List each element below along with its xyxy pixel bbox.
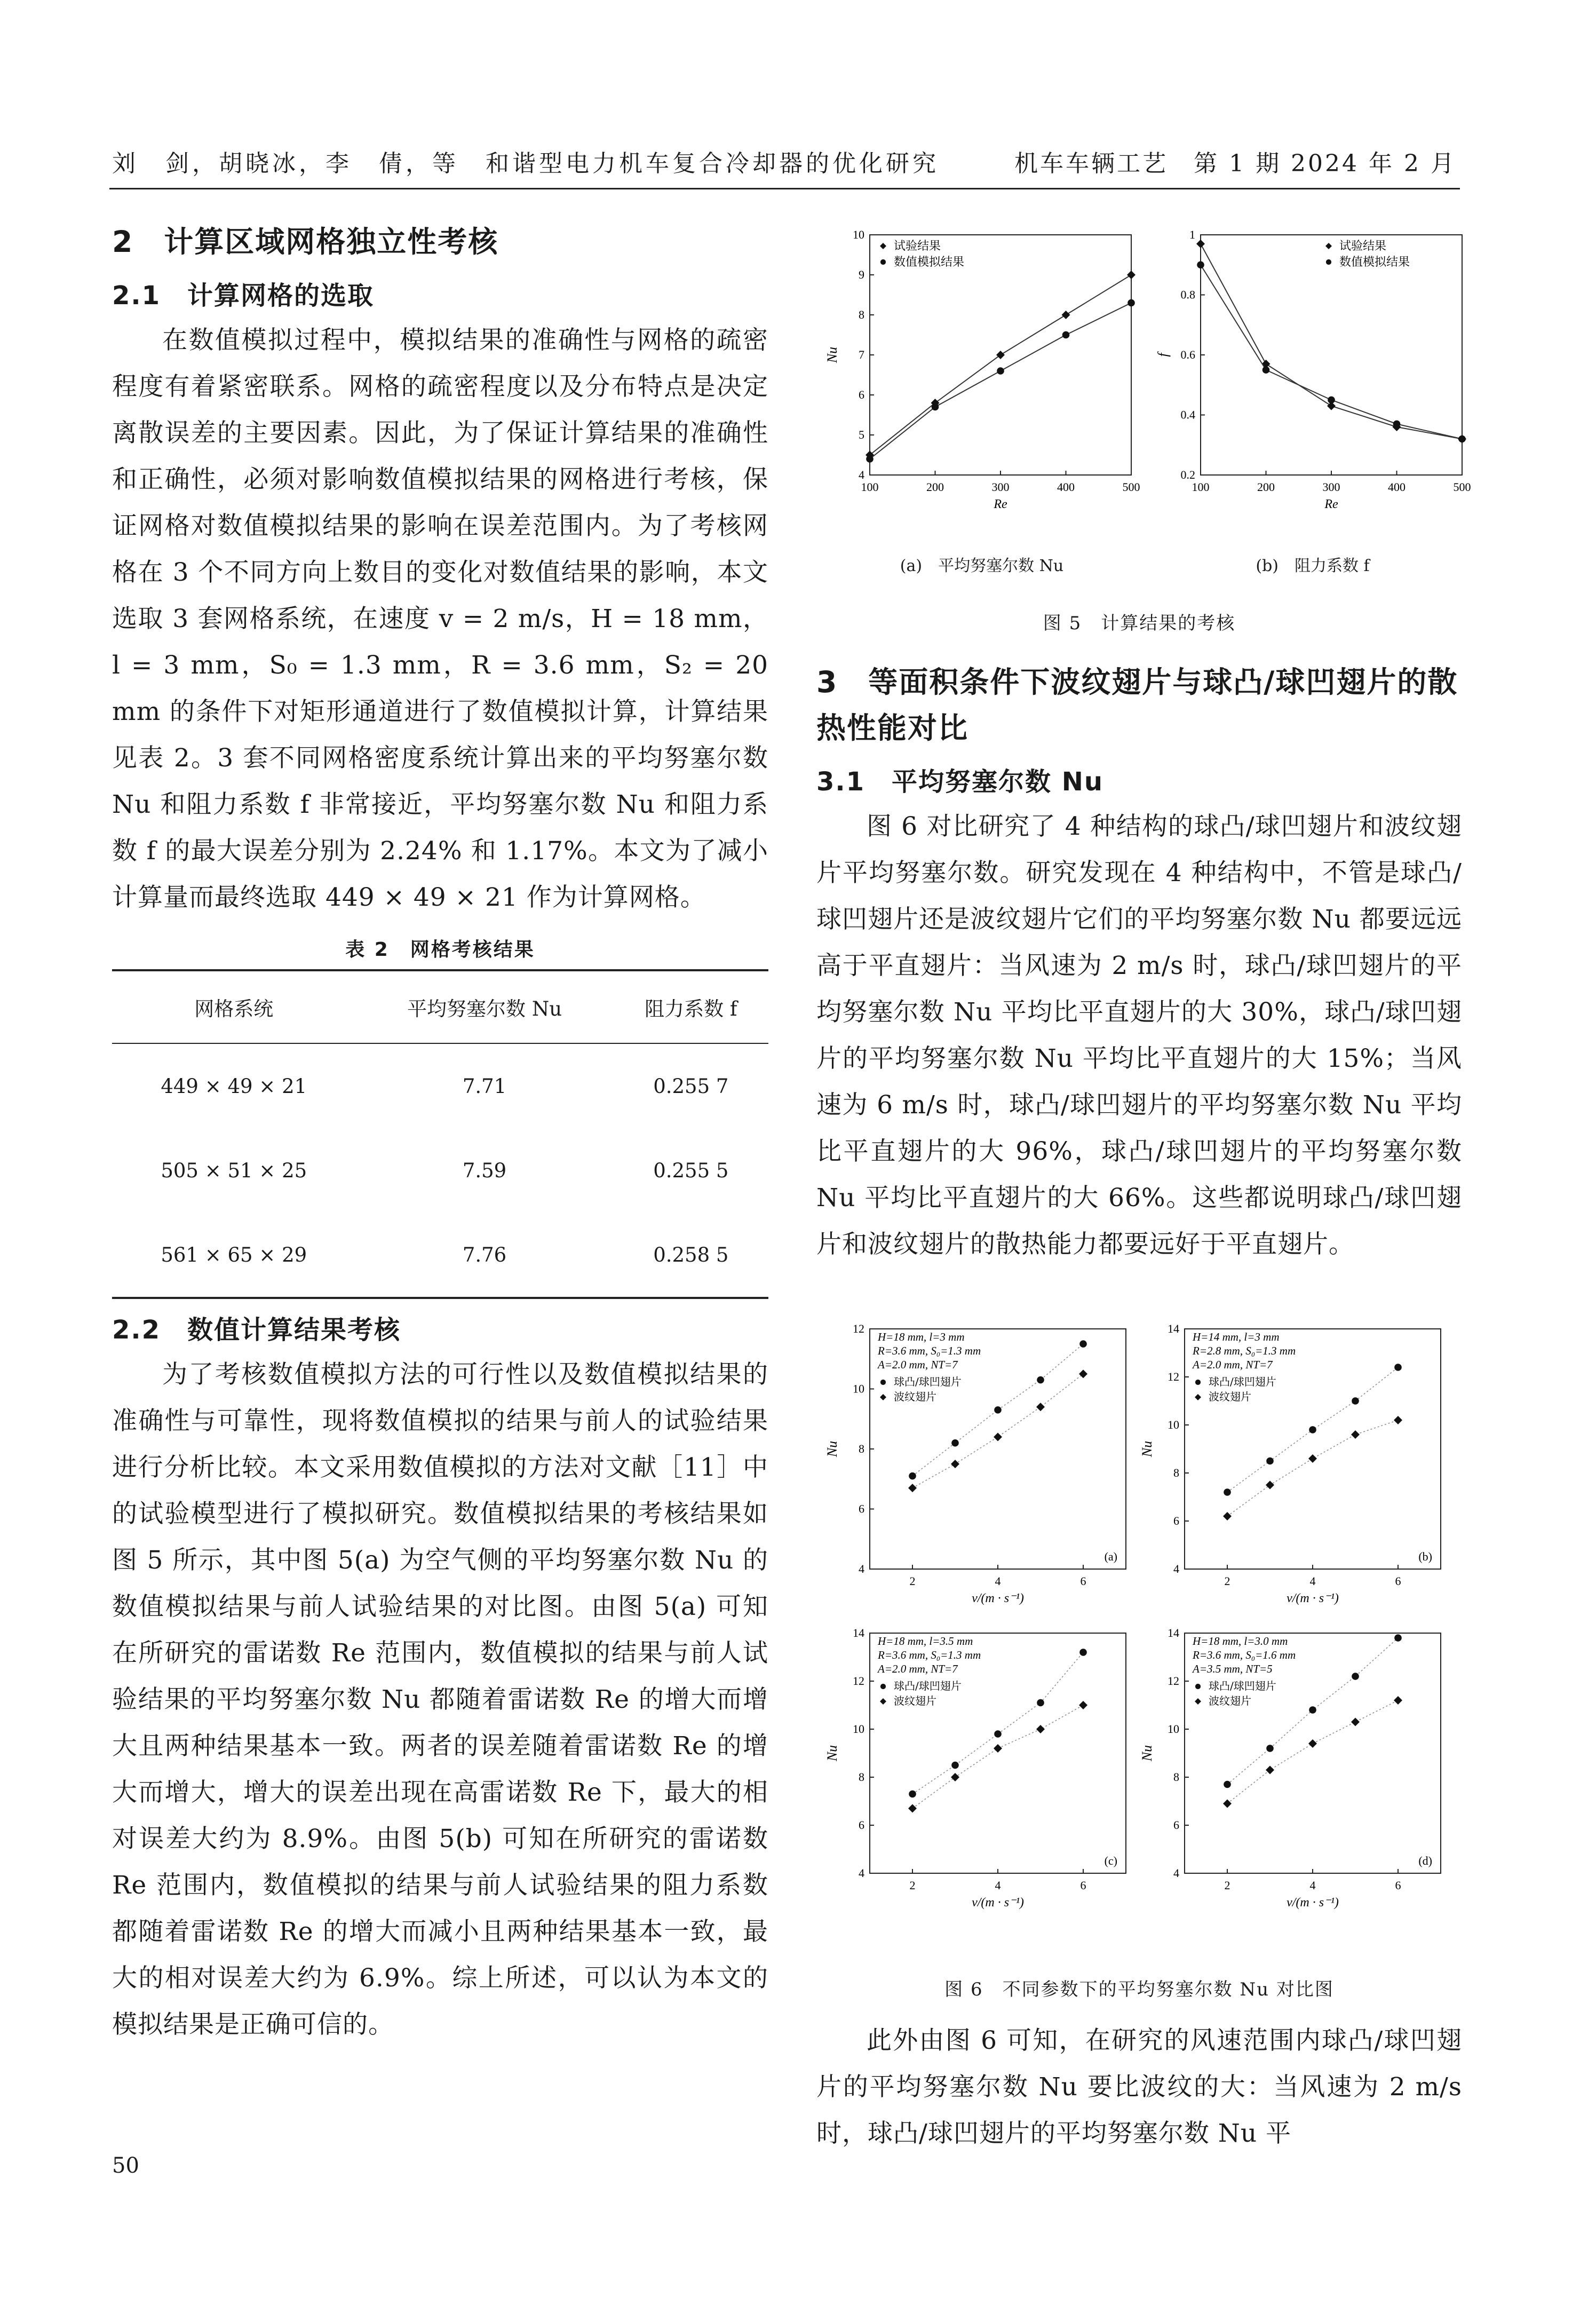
series-line-1 <box>1201 265 1462 439</box>
series-line-1 <box>912 1374 1083 1488</box>
legend-label: 波纹翅片 <box>1209 1694 1251 1707</box>
data-point-circle <box>1197 261 1204 268</box>
data-point-circle <box>1266 1745 1274 1752</box>
data-point-diamond <box>1036 1725 1045 1733</box>
figure-6c-chart <box>822 1622 1137 1921</box>
left-column <box>112 213 768 2048</box>
y-tick-label: 9 <box>859 268 864 281</box>
section-2-2-paragraph: 为了考核数值模拟方法的可行性以及数值模拟结果的准确性与可靠性，现将数值模拟的结果与前人的试验结果进行分析比较。本文采用数值模拟的方法对文献［11］中的试验模型进行了模拟研究。数值模拟结果的考核结果如图 5 所示，其中图 5(a) 为空气侧的平均努塞尔数 Nu 的数值模拟结果与前人试验结果的对比图。由图 5(a) 可知在所研究的雷诺数 Re 范围内，数值模拟的结果与前人试验结果的平均努塞尔数 Nu 都随着雷诺数 Re 的增大而增大且两种结果基本一致。两者的误差随着雷诺数 Re 的增大而增大，增大的误差出现在高雷诺数 Re 下，最大的相对误差大约为 8.9%。由图 5(b) 可知在所研究的雷诺数 Re 范围内，数值模拟的结果与前人试验结果的阻力系数都随着雷诺数 Re 的增大而减小且两种结果基本一致，最大的相对误差大约为 6.9%。综上所述，可以认为本文的模拟结果是正确可信的。 <box>112 1360 769 2039</box>
table-cell: 7.76 <box>355 1213 613 1298</box>
x-axis-label: v/(m · s⁻¹) <box>1287 1591 1339 1605</box>
y-tick-label: 10 <box>1168 1722 1179 1736</box>
x-tick-label: 200 <box>926 480 944 494</box>
legend-marker <box>1195 1684 1201 1689</box>
legend-label: 试验结果 <box>1339 240 1387 253</box>
data-point-circle <box>909 1791 916 1798</box>
section-2-title: 2 计算区域网格独立性考核 <box>112 225 499 259</box>
section-3-1-paragraph-2: 此外由图 6 可知，在研究的风速范围内球凸/球凹翅片的平均努塞尔数 Nu 要比波纹的大：当风速为 2 m/s 时，球凸/球凹翅片的平均努塞尔数 Nu 平 <box>816 2026 1462 2148</box>
figure-5a-chart <box>822 224 1142 523</box>
data-point-diamond <box>1308 1739 1317 1748</box>
panel-tag: (b) <box>1418 1550 1432 1563</box>
data-point-circle <box>951 1762 959 1769</box>
section-2-1-title: 2.1 计算网格的选取 <box>112 281 375 311</box>
legend-label: 球凸/球凹翅片 <box>894 1375 962 1388</box>
data-point-circle <box>1037 1376 1044 1384</box>
section-3-1-paragraph: 图 6 对比研究了 4 种结构的球凸/球凹翅片和波纹翅片平均努塞尔数。研究发现在 4 种结构中，不管是球凸/球凹翅片还是波纹翅片它们的平均努塞尔数 Nu 都要远远高于平直翅片：当风速为 2 m/s 时，球凸/球凹翅片的平均努塞尔数 Nu 平均比平直翅片的大 30%，球凸/球凹翅片的平均努塞尔数 Nu 平均比平直翅片的大 15%；当风速为 6 m/s 时，球凸/球凹翅片的平均努塞尔数 Nu 平均比平直翅片的大 96%，球凸/球凹翅片的平均努塞尔数 Nu 平均比平直翅片的大 66%。这些都说明球凸/球凹翅片和波纹翅片的散热能力都要远好于平直翅片。 <box>816 812 1462 1259</box>
x-tick-label: 500 <box>1122 480 1140 494</box>
legend-marker <box>1325 243 1332 249</box>
table-row <box>112 1043 768 1128</box>
legend-label: 试验结果 <box>894 240 941 253</box>
y-tick-label: 8 <box>859 308 864 321</box>
data-point-circle <box>866 455 874 463</box>
y-tick-label: 6 <box>859 1818 864 1832</box>
data-point-diamond <box>1036 1403 1045 1411</box>
data-point-circle <box>994 1406 1002 1414</box>
y-tick-label: 8 <box>859 1770 864 1784</box>
data-point-diamond <box>1223 1800 1232 1808</box>
x-tick-label: 200 <box>1257 480 1275 494</box>
data-point-circle <box>1127 299 1135 307</box>
header-rule <box>109 188 1460 189</box>
legend-marker <box>880 259 886 265</box>
panel-tag: (a) <box>1104 1550 1117 1563</box>
panel-tag: (c) <box>1104 1854 1117 1867</box>
x-tick-label: 300 <box>1322 480 1340 494</box>
parameter-label: H=18 mm, l=3 mm <box>878 1330 965 1343</box>
x-tick-label: 6 <box>1080 1879 1086 1892</box>
section-2-1-paragraph: 在数值模拟过程中，模拟结果的准确性与网格的疏密程度有着紧密联系。网格的疏密程度以及分布特点是决定离散误差的主要因素。因此，为了保证计算结果的准确性和正确性，必须对影响数值模拟结果的网格进行考核，保证网格对数值模拟结果的影响在误差范围内。为了考核网格在 3 个不同方向上数目的变化对数值结果的影响，本文选取 3 套网格系统，在速度 v = 2 m/s，H = 18 mm，l = 3 mm，S₀ = 1.3 mm，R = 3.6 mm，S₂ = 20 mm 的条件下对矩形通道进行了数值模拟计算，计算结果见表 2。3 套不同网格密度系统计算出来的平均努塞尔数 Nu 和阻力系数 f 非常接近，平均努塞尔数 Nu 和阻力系数 f 的最大误差分别为 2.24% 和 1.17%。本文为了减小计算量而最终选取 449 × 49 × 21 作为计算网格。 <box>112 326 768 912</box>
table-2-caption: 表 2 网格考核结果 <box>345 939 535 961</box>
legend-label: 球凸/球凹翅片 <box>894 1680 962 1692</box>
series-line-1 <box>1227 1700 1398 1804</box>
data-point-circle <box>1062 331 1070 339</box>
right-column-upper <box>816 659 1462 1268</box>
legend-marker <box>880 1684 886 1689</box>
running-header-right: 机车车辆工艺 第 1 期 2024 年 2 月 <box>1014 150 1456 177</box>
legend-label: 波纹翅片 <box>1209 1390 1251 1403</box>
x-tick-label: 500 <box>1453 480 1471 494</box>
x-tick-label: 400 <box>1057 480 1075 494</box>
x-tick-label: 6 <box>1395 1879 1401 1892</box>
data-point-circle <box>1309 1706 1316 1714</box>
parameter-label: H=18 mm, l=3.5 mm <box>878 1635 973 1647</box>
section-3-1-title: 3.1 平均努塞尔数 Nu <box>816 767 1104 797</box>
data-point-circle <box>1266 1458 1274 1465</box>
figure-5a-subcaption: (a) 平均努塞尔数 Nu <box>900 557 1064 575</box>
legend-label: 球凸/球凹翅片 <box>1209 1680 1276 1692</box>
legend-label: 数值模拟结果 <box>894 256 965 269</box>
series-line-1 <box>1227 1420 1398 1516</box>
data-point-circle <box>1458 435 1466 443</box>
data-point-circle <box>997 367 1004 375</box>
y-tick-label: 4 <box>859 1562 864 1575</box>
parameter-label: R=3.6 mm, S₀=1.3 mm <box>878 1344 981 1357</box>
table-cell: 505 × 51 × 25 <box>161 1159 307 1182</box>
x-axis-label: v/(m · s⁻¹) <box>972 1896 1024 1910</box>
y-tick-label: 4 <box>859 468 864 481</box>
y-tick-label: 6 <box>1173 1514 1179 1527</box>
y-axis-label: Nu <box>1139 1440 1155 1458</box>
x-axis-label: Re <box>1324 497 1338 511</box>
figure-6a-chart <box>822 1318 1137 1617</box>
data-point-diamond <box>1394 1416 1402 1424</box>
data-point-circle <box>1079 1340 1087 1348</box>
grid-table <box>112 969 768 1299</box>
table-cell: 7.71 <box>462 1074 507 1098</box>
table-cell: 449 × 49 × 21 <box>161 1074 307 1098</box>
table-row <box>112 1128 768 1213</box>
x-tick-label: 2 <box>909 1574 916 1588</box>
legend-marker <box>1195 1394 1201 1400</box>
y-tick-label: 4 <box>859 1866 864 1880</box>
x-axis-label: Re <box>994 497 1007 511</box>
figure-5-caption: 图 5 计算结果的考核 <box>1043 613 1236 634</box>
data-point-circle <box>994 1730 1002 1738</box>
series-line-1 <box>870 303 1131 460</box>
y-axis-label: Nu <box>824 1745 840 1762</box>
legend-label: 波纹翅片 <box>894 1694 936 1707</box>
data-point-diamond <box>1196 240 1205 248</box>
table-header: 网格系统 <box>112 970 355 1043</box>
data-point-circle <box>1262 366 1270 374</box>
y-tick-label: 8 <box>859 1442 864 1455</box>
table-cell: 0.258 5 <box>614 1213 768 1298</box>
panel-tag: (d) <box>1418 1854 1432 1867</box>
data-point-diamond <box>1266 1766 1274 1775</box>
legend-marker <box>1195 1380 1201 1385</box>
legend-label: 球凸/球凹翅片 <box>1209 1375 1276 1388</box>
table-cell: 0.255 7 <box>653 1074 729 1098</box>
table-row <box>112 1213 768 1298</box>
y-tick-label: 0.6 <box>1180 348 1195 361</box>
section-3-title: 3 等面积条件下波纹翅片与球凸/球凹翅片的散热性能对比 <box>816 665 1458 745</box>
data-point-diamond <box>951 1460 959 1468</box>
y-tick-label: 0.4 <box>1180 408 1195 422</box>
data-point-diamond <box>1127 271 1136 279</box>
x-tick-label: 2 <box>1224 1879 1230 1892</box>
y-tick-label: 4 <box>1173 1866 1179 1880</box>
data-point-circle <box>1328 397 1335 404</box>
data-point-diamond <box>1266 1481 1274 1490</box>
legend-marker <box>880 1380 886 1385</box>
y-tick-label: 6 <box>859 1502 864 1516</box>
right-column-lower <box>816 2017 1462 2157</box>
y-axis-label: f <box>1155 353 1171 357</box>
data-point-circle <box>1352 1397 1359 1405</box>
data-point-diamond <box>1351 1430 1360 1439</box>
y-tick-label: 4 <box>1173 1562 1179 1575</box>
data-point-circle <box>951 1439 959 1447</box>
parameter-label: A=2.0 mm, NT=7 <box>1193 1358 1273 1371</box>
y-tick-label: 12 <box>853 1322 864 1335</box>
table-cell: 561 × 65 × 29 <box>112 1213 355 1298</box>
data-point-diamond <box>951 1773 959 1781</box>
figure-5b-subcaption: (b) 阻力系数 f <box>1256 557 1370 575</box>
x-tick-label: 400 <box>1388 480 1406 494</box>
data-point-diamond <box>994 1433 1002 1441</box>
y-tick-label: 10 <box>853 228 864 241</box>
parameter-label: A=2.0 mm, NT=7 <box>878 1358 958 1371</box>
data-point-diamond <box>1308 1454 1317 1463</box>
parameter-label: H=14 mm, l=3 mm <box>1193 1330 1280 1343</box>
data-point-circle <box>1352 1673 1359 1680</box>
y-tick-label: 7 <box>859 348 864 361</box>
x-tick-label: 4 <box>995 1574 1001 1588</box>
data-point-diamond <box>908 1804 917 1813</box>
x-tick-label: 4 <box>1309 1574 1316 1588</box>
data-point-circle <box>1037 1699 1044 1707</box>
parameter-label: R=3.6 mm, S₀=1.6 mm <box>1193 1649 1296 1661</box>
figure-6b-chart <box>1137 1318 1451 1617</box>
x-tick-label: 300 <box>991 480 1010 494</box>
data-point-circle <box>1224 1781 1231 1788</box>
legend-marker <box>1195 1698 1201 1705</box>
table-header: 阻力系数 f <box>614 970 768 1043</box>
y-axis-label: Nu <box>824 1440 840 1458</box>
y-tick-label: 14 <box>1168 1626 1179 1639</box>
data-point-circle <box>1224 1488 1231 1496</box>
x-tick-label: 4 <box>995 1879 1001 1892</box>
x-tick-label: 2 <box>909 1879 916 1892</box>
legend-marker <box>880 1394 886 1400</box>
table-header: 平均努塞尔数 Nu <box>355 970 613 1043</box>
x-tick-label: 100 <box>1192 480 1210 494</box>
data-point-circle <box>1079 1649 1087 1656</box>
legend-label: 波纹翅片 <box>894 1390 936 1403</box>
x-axis-label: v/(m · s⁻¹) <box>972 1591 1024 1605</box>
y-tick-label: 14 <box>853 1626 864 1639</box>
page-number: 50 <box>112 2153 139 2178</box>
data-point-diamond <box>1394 1696 1402 1705</box>
data-point-circle <box>1394 1634 1402 1642</box>
x-tick-label: 6 <box>1080 1574 1086 1588</box>
data-point-diamond <box>994 1744 1002 1753</box>
y-tick-label: 6 <box>859 388 864 401</box>
running-header-left: 刘 剑，胡晓冰，李 倩，等 和谐型电力机车复合冷却器的优化研究 <box>112 150 939 177</box>
y-tick-label: 10 <box>1168 1418 1179 1431</box>
x-tick-label: 2 <box>1224 1574 1230 1588</box>
data-point-circle <box>1393 421 1401 428</box>
parameter-label: H=18 mm, l=3.0 mm <box>1193 1635 1288 1647</box>
parameter-label: A=2.0 mm, NT=7 <box>878 1662 958 1675</box>
legend-marker <box>880 243 886 249</box>
data-point-circle <box>1394 1364 1402 1371</box>
data-point-circle <box>1309 1426 1316 1433</box>
figure-6d-chart <box>1137 1622 1451 1921</box>
y-tick-label: 1 <box>1189 228 1195 241</box>
y-tick-label: 14 <box>1168 1322 1179 1335</box>
legend-marker <box>1326 259 1331 265</box>
x-tick-label: 100 <box>861 480 879 494</box>
y-tick-label: 10 <box>853 1722 864 1736</box>
data-point-diamond <box>1223 1512 1232 1520</box>
data-point-diamond <box>1079 1369 1087 1378</box>
x-axis-label: v/(m · s⁻¹) <box>1287 1896 1339 1910</box>
data-point-diamond <box>996 351 1005 359</box>
data-point-diamond <box>1079 1701 1087 1709</box>
table-cell: 7.59 <box>462 1159 507 1182</box>
figure-6-caption: 图 6 不同参数下的平均努塞尔数 Nu 对比图 <box>944 1979 1334 2000</box>
y-tick-label: 0.8 <box>1180 288 1195 302</box>
y-axis-label: Nu <box>1139 1745 1155 1762</box>
y-tick-label: 8 <box>1173 1770 1179 1784</box>
figure-5b-chart <box>1153 224 1473 523</box>
series-line-1 <box>912 1705 1083 1809</box>
y-tick-label: 0.2 <box>1180 468 1195 481</box>
y-tick-label: 5 <box>859 428 864 441</box>
x-tick-label: 6 <box>1395 1574 1401 1588</box>
y-tick-label: 12 <box>1168 1674 1179 1688</box>
data-point-circle <box>932 403 939 411</box>
y-tick-label: 6 <box>1173 1818 1179 1832</box>
table-cell: 0.255 5 <box>653 1159 729 1182</box>
y-tick-label: 10 <box>853 1382 864 1396</box>
data-point-diamond <box>1062 311 1070 319</box>
data-point-diamond <box>1351 1718 1360 1726</box>
legend-marker <box>880 1698 886 1705</box>
parameter-label: R=3.6 mm, S₀=1.3 mm <box>878 1649 981 1661</box>
y-tick-label: 12 <box>853 1674 864 1688</box>
y-tick-label: 8 <box>1173 1466 1179 1479</box>
data-point-circle <box>909 1472 916 1480</box>
x-tick-label: 4 <box>1309 1879 1316 1892</box>
data-point-diamond <box>908 1484 917 1492</box>
y-axis-label: Nu <box>824 346 840 363</box>
parameter-label: R=2.8 mm, S₀=1.3 mm <box>1193 1344 1296 1357</box>
y-tick-label: 12 <box>1168 1370 1179 1383</box>
section-2-2-title: 2.2 数值计算结果考核 <box>112 1315 401 1345</box>
plot-frame <box>1201 235 1462 475</box>
legend-label: 数值模拟结果 <box>1339 256 1410 269</box>
parameter-label: A=3.5 mm, NT=5 <box>1193 1662 1273 1675</box>
